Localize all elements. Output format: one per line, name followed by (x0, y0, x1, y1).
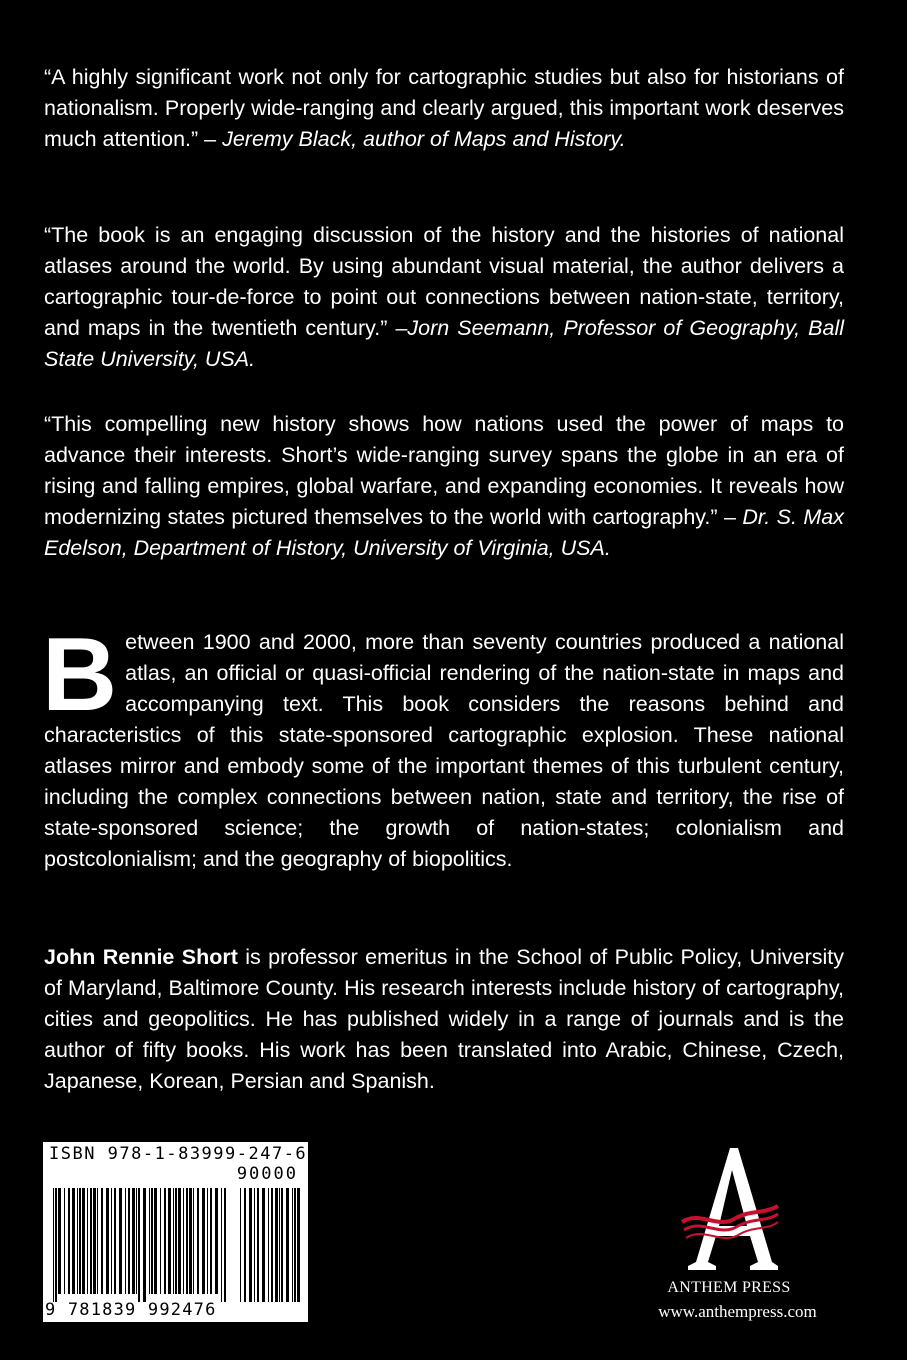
quote-attribution: –Jorn Seemann, Professor of Geography, Ball State University, USA. (44, 316, 844, 371)
barcode-bar (202, 1188, 205, 1294)
barcode-bar (101, 1188, 103, 1294)
barcode-bar (119, 1188, 122, 1294)
barcode-bar (82, 1188, 85, 1294)
barcode-bar (114, 1188, 116, 1294)
barcode-bar (294, 1188, 296, 1302)
barcode-bar (281, 1188, 283, 1302)
barcode-bar (64, 1188, 65, 1294)
quote-text: “A highly significant work not only for cartographic studies but also for historians of nationalism. Properly wide-ranging and clearly argued, this important work deserves much attention.” – (44, 65, 844, 151)
barcode-bar (77, 1188, 78, 1294)
barcode-bar (175, 1188, 177, 1294)
barcode-bar (93, 1188, 96, 1294)
isbn-barcode (43, 1142, 308, 1322)
barcode-bar (136, 1188, 137, 1294)
barcode-bar (53, 1188, 54, 1302)
barcode-bar (249, 1188, 252, 1302)
barcode-bar (68, 1188, 70, 1294)
barcode-bar (160, 1188, 161, 1294)
barcode-bar (143, 1188, 146, 1302)
barcode-bar (215, 1188, 218, 1294)
barcode-bar (186, 1188, 188, 1294)
barcode-bar (178, 1188, 181, 1294)
barcode-bar (271, 1188, 273, 1302)
anthem-a-logo-icon (680, 1144, 780, 1284)
review-quote-2 (44, 220, 844, 375)
quote-text: “The book is an engaging discussion of the history and the histories of national atlases around the world. By using abundant visual material, the author delivers a cartographic tour-de-force to point out connections between nation-state, territory, and maps in the twentieth century.” (44, 223, 844, 340)
barcode-bar (164, 1188, 166, 1294)
isbn-label: ISBN 978-1-83999-247-6 (49, 1144, 308, 1164)
barcode-bar (87, 1188, 88, 1294)
barcode-bar (149, 1188, 150, 1294)
barcode-bar (297, 1188, 300, 1302)
barcode-bar (197, 1188, 199, 1294)
ean-digits: 9 781839 992476 (45, 1300, 217, 1320)
barcode-bar (221, 1188, 222, 1302)
barcode-bar (183, 1188, 184, 1294)
barcode-bar (79, 1188, 81, 1294)
bio-text: is professor emeritus in the School of Public Policy, University of Maryland, Baltimore County. His research interests include history of cartography, cities and geopolitics. He has published widely in a range of journals and is the author of fifty books. His work has been translated into Arabic, Chinese, Czech, Japanese, Korean, Persian and Spanish. (44, 945, 844, 1093)
barcode-bar (128, 1188, 130, 1294)
barcode-bar (106, 1188, 109, 1294)
barcode-bar (262, 1188, 265, 1302)
barcode-bar (240, 1188, 241, 1302)
quote-attribution: Jeremy Black, author of Maps and History. (222, 127, 626, 151)
barcode-bar (254, 1188, 255, 1302)
barcode-bar (55, 1188, 57, 1302)
barcode-bar (189, 1188, 192, 1294)
barcode-bar (132, 1188, 135, 1294)
barcode-bar (173, 1188, 174, 1294)
quote-attribution: Dr. S. Max Edelson, Department of History, University of Virginia, USA. (44, 505, 844, 560)
drop-cap: B (42, 617, 118, 733)
barcode-bar (279, 1188, 280, 1302)
barcode-bar (244, 1188, 246, 1302)
barcode-bar (138, 1188, 140, 1302)
book-description (42, 617, 844, 875)
quote-text: “This compelling new history shows how nations used the power of maps to advance their interests. Short’s wide-ranging survey spans the globe in an era of rising and falling empires, global warfare, and expanding economies. It reveals how modernizing states pictured themselves to the world with cartography.” – (44, 412, 844, 529)
barcode-bar (90, 1188, 92, 1294)
barcode-bar (125, 1188, 126, 1294)
barcode-bar (111, 1188, 112, 1294)
barcode-bar (268, 1188, 269, 1302)
review-quote-3 (44, 409, 844, 564)
barcode-bar (224, 1188, 226, 1302)
review-quote-1 (44, 62, 844, 155)
barcode-bar (207, 1188, 208, 1294)
barcode-bar (292, 1188, 293, 1302)
description-text: etween 1900 and 2000, more than seventy countries produced a national atlas, an official or quasi-official rendering of the nation-state in maps and accompanying text. This book considers the reasons behind and characteristics of this state-sponsored cartographic explosion. These national atlases mirror and embody some of the important themes of this turbulent century, including the complex connections between nation, state and territory, the rise of state-sponsored science; the growth of nation-states; colonialism and postcolonialism; and the geography of biopolitics. (44, 630, 844, 871)
price-addon: 90000 (236, 1164, 298, 1184)
author-name: John Rennie Short (44, 945, 238, 969)
barcode-bar (58, 1188, 61, 1294)
barcode-bar (257, 1188, 259, 1302)
barcode-bar (286, 1188, 289, 1302)
barcode-bar (193, 1188, 194, 1294)
barcode-bar (210, 1188, 212, 1294)
barcode-bar (151, 1188, 153, 1294)
author-bio (44, 942, 844, 1097)
barcode-bar (72, 1188, 75, 1294)
barcode-bar (275, 1188, 278, 1302)
barcode-bar (154, 1188, 157, 1294)
barcode-bar (97, 1188, 98, 1294)
publisher-name: ANTHEM PRESS (667, 1279, 791, 1296)
publisher-url: www.anthempress.com (658, 1302, 817, 1321)
barcode-bar (168, 1188, 171, 1294)
